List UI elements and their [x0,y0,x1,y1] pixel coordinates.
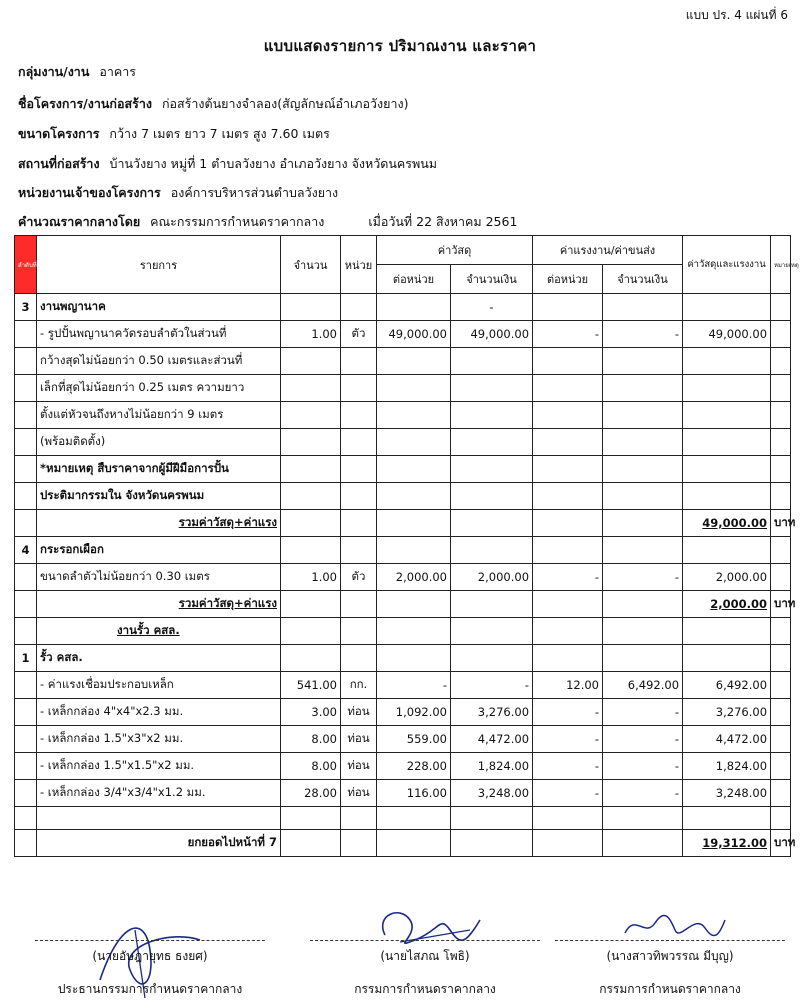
row-total [683,375,771,402]
row-total: 3,248.00 [683,780,771,807]
table-row [15,348,791,375]
row-labor-amount [603,807,683,830]
row-number [15,402,37,429]
row-material-unit-price [377,537,451,564]
row-unit [341,830,377,857]
row-material-amount [451,591,533,618]
col-item-header: รายการ [37,236,281,294]
row-remark [771,321,791,348]
boq-table [14,235,799,857]
row-total: 49,000.00 [683,321,771,348]
row-item: - เหล็กกล่อง 4"x4"x2.3 มม. [37,699,281,726]
row-unit [341,807,377,830]
row-quantity [281,402,341,429]
calc-value: คณะกรรมการกำหนดราคากลาง [150,214,325,229]
signer-2-role: กรรมการกำหนดราคากลาง [354,982,496,996]
row-number [15,699,37,726]
row-material-unit-price [377,375,451,402]
col-labor-header: ค่าแรงงาน/ค่าขนส่ง [533,236,683,265]
row-material-unit-price [377,645,451,672]
row-unit [341,645,377,672]
row-quantity [281,294,341,321]
row-quantity: 541.00 [281,672,341,699]
row-item: รวมค่าวัสดุ+ค่าแรง [37,591,281,618]
row-material-amount [451,618,533,645]
row-item: - รูปปั้นพญานาควัดรอบลำตัวในส่วนที่ [37,321,281,348]
table-row [15,726,791,753]
row-quantity [281,510,341,537]
col-no-header: ลำดับที่ [15,236,37,294]
table-row [15,537,791,564]
row-item: เล็กที่สุดไม่น้อยกว่า 0.25 เมตร ความยาว [37,375,281,402]
row-material-amount: - [451,294,533,321]
row-item: กระรอกเผือก [37,537,281,564]
table-row [15,807,791,830]
row-remark: บาท [771,591,791,618]
row-labor-amount: - [603,753,683,780]
row-number [15,672,37,699]
group-label: กลุ่มงาน/งาน [18,64,90,79]
row-number [15,618,37,645]
row-quantity: 8.00 [281,726,341,753]
row-unit: ท่อน [341,726,377,753]
signature-block-3 [545,940,795,999]
row-unit [341,348,377,375]
table-body [15,294,796,857]
row-remark [771,726,791,753]
row-total: 6,492.00 [683,672,771,699]
signer-1-role: ประธานกรรมการกำหนดราคากลาง [57,982,243,996]
row-labor-unit-price: - [533,321,603,348]
row-total: 49,000.00 [683,510,771,537]
calc-label: คำนวณราคากลางโดย [18,214,141,229]
row-remark [771,402,791,429]
row-remark [771,807,791,830]
row-total [683,456,771,483]
row-remark [771,375,791,402]
row-labor-unit-price [533,294,603,321]
row-quantity [281,429,341,456]
table-row [15,699,791,726]
row-labor-amount: - [603,780,683,807]
header-size [18,124,330,144]
row-material-amount: 3,276.00 [451,699,533,726]
row-total: 1,824.00 [683,753,771,780]
row-remark [771,699,791,726]
date-label: เมื่อวันที่ [368,214,413,229]
row-item: งานรั้ว คสล. [37,618,281,645]
row-material-unit-price: 559.00 [377,726,451,753]
row-labor-amount [603,618,683,645]
row-labor-unit-price [533,402,603,429]
material-amount-header: จำนวนเงิน [451,265,533,294]
row-total [683,807,771,830]
row-quantity: 28.00 [281,780,341,807]
row-item: - เหล็กกล่อง 3/4"x3/4"x1.2 มม. [37,780,281,807]
row-item: - เหล็กกล่อง 1.5"x1.5"x2 มม. [37,753,281,780]
header-owner [18,183,338,203]
row-material-amount: 2,000.00 [451,564,533,591]
size-label: ขนาดโครงการ [18,126,100,141]
row-material-amount [451,456,533,483]
row-material-amount [451,348,533,375]
row-total: 2,000.00 [683,564,771,591]
row-total [683,483,771,510]
row-unit: ตัว [341,321,377,348]
row-material-unit-price [377,510,451,537]
col-qty-header: จำนวน [281,236,341,294]
row-unit: ท่อน [341,780,377,807]
row-quantity: 8.00 [281,753,341,780]
row-remark: บาท [771,510,791,537]
signer-3-name: (นางสาวทิพวรรณ มีบุญ) [606,949,734,963]
header-location [18,154,437,174]
row-labor-amount [603,591,683,618]
row-material-unit-price [377,483,451,510]
row-labor-amount [603,537,683,564]
row-labor-unit-price: - [533,564,603,591]
row-number: 1 [15,645,37,672]
row-labor-unit-price [533,456,603,483]
row-labor-unit-price [533,348,603,375]
row-quantity [281,483,341,510]
row-item: ตั้งแต่หัวจนถึงหางไม่น้อยกว่า 9 เมตร [37,402,281,429]
row-labor-unit-price [533,591,603,618]
row-material-unit-price: 1,092.00 [377,699,451,726]
row-remark [771,537,791,564]
row-material-unit-price [377,402,451,429]
row-labor-unit-price [533,618,603,645]
size-value: กว้าง 7 เมตร ยาว 7 เมตร สูง 7.60 เมตร [109,126,330,141]
row-material-amount: 49,000.00 [451,321,533,348]
row-unit: ตัว [341,564,377,591]
header-project [18,94,408,114]
row-quantity [281,456,341,483]
row-material-amount [451,807,533,830]
row-number [15,510,37,537]
row-labor-amount [603,348,683,375]
row-total [683,429,771,456]
row-item: รั้ว คสล. [37,645,281,672]
row-quantity: 3.00 [281,699,341,726]
row-item: รวมค่าวัสดุ+ค่าแรง [37,510,281,537]
labor-unit-price-header: ต่อหน่วย [533,265,603,294]
row-total [683,294,771,321]
row-material-unit-price [377,429,451,456]
material-unit-price-header: ต่อหน่วย [377,265,451,294]
row-total: 2,000.00 [683,591,771,618]
row-remark [771,780,791,807]
row-number [15,780,37,807]
row-material-amount: 3,248.00 [451,780,533,807]
row-number [15,375,37,402]
table-row [15,510,791,537]
location-value: บ้านวังยาง หมู่ที่ 1 ตำบลวังยาง อำเภอวังยาง จังหวัดนครพนม [109,156,438,171]
row-material-unit-price [377,591,451,618]
table-header-row [15,236,791,265]
row-item: งานพญานาค [37,294,281,321]
row-quantity: 1.00 [281,564,341,591]
row-total: 4,472.00 [683,726,771,753]
row-remark [771,753,791,780]
row-unit [341,402,377,429]
table-row [15,402,791,429]
table-row [15,830,791,857]
group-value: อาคาร [99,64,136,79]
row-item: - ค่าแรงเชื่อมประกอบเหล็ก [37,672,281,699]
row-total: 19,312.00 [683,830,771,857]
table-row [15,483,791,510]
row-item: - เหล็กกล่อง 1.5"x3"x2 มม. [37,726,281,753]
row-number [15,321,37,348]
row-item: *หมายเหตุ สืบราคาจากผู้มีฝีมือการปั้น [37,456,281,483]
row-labor-unit-price [533,645,603,672]
row-number [15,483,37,510]
row-material-amount [451,830,533,857]
row-total [683,402,771,429]
row-remark [771,672,791,699]
row-quantity: 1.00 [281,321,341,348]
row-labor-amount: - [603,564,683,591]
table-row [15,753,791,780]
row-material-unit-price [377,456,451,483]
row-unit: กก. [341,672,377,699]
row-quantity [281,537,341,564]
row-labor-unit-price [533,510,603,537]
row-material-amount: 1,824.00 [451,753,533,780]
signer-1-name: (นายอัษฎายุทธ ธงยศ) [92,949,208,963]
row-material-unit-price [377,618,451,645]
row-material-amount: 4,472.00 [451,726,533,753]
row-quantity [281,645,341,672]
row-labor-amount [603,483,683,510]
table-row [15,321,791,348]
row-material-unit-price: 116.00 [377,780,451,807]
table-row [15,294,791,321]
row-labor-amount [603,402,683,429]
table-row [15,591,791,618]
row-number [15,807,37,830]
row-quantity [281,618,341,645]
row-remark [771,294,791,321]
row-total [683,645,771,672]
location-label: สถานที่ก่อสร้าง [18,156,100,171]
row-material-amount [451,375,533,402]
col-remark-header: หมายเหตุ [771,236,791,294]
row-item: ขนาดลำตัวไม่น้อยกว่า 0.30 เมตร [37,564,281,591]
document-title: แบบแสดงรายการ ปริมาณงาน และราคา [263,37,537,55]
row-unit: ท่อน [341,753,377,780]
form-number: แบบ ปร. 4 แผ่นที่ 6 [685,8,788,22]
row-labor-amount [603,510,683,537]
row-unit [341,294,377,321]
row-material-unit-price: 228.00 [377,753,451,780]
signature-block-2 [300,940,550,999]
row-total: 3,276.00 [683,699,771,726]
row-item: ยกยอดไปหน้าที่ 7 [37,830,281,857]
row-item: กว้างสุดไม่น้อยกว่า 0.50 เมตรและส่วนที่ [37,348,281,375]
row-remark [771,618,791,645]
row-number [15,726,37,753]
row-quantity [281,375,341,402]
row-labor-unit-price: - [533,726,603,753]
row-remark [771,456,791,483]
row-unit [341,591,377,618]
row-quantity [281,830,341,857]
row-unit: ท่อน [341,699,377,726]
row-labor-amount [603,294,683,321]
row-unit [341,483,377,510]
row-labor-amount [603,375,683,402]
row-number: 3 [15,294,37,321]
row-labor-unit-price [533,429,603,456]
row-material-unit-price: - [377,672,451,699]
row-material-unit-price [377,294,451,321]
row-remark [771,429,791,456]
row-labor-amount: 6,492.00 [603,672,683,699]
row-labor-unit-price: 12.00 [533,672,603,699]
header-calc [18,212,517,232]
row-labor-amount [603,429,683,456]
table-row [15,429,791,456]
row-remark [771,348,791,375]
row-labor-unit-price: - [533,780,603,807]
row-material-amount [451,510,533,537]
project-label: ชื่อโครงการ/งานก่อสร้าง [18,96,152,111]
row-material-unit-price: 49,000.00 [377,321,451,348]
row-total [683,537,771,564]
table-row [15,375,791,402]
row-unit [341,510,377,537]
row-remark [771,645,791,672]
row-material-amount [451,402,533,429]
owner-value: องค์การบริหารส่วนตำบลวังยาง [170,185,339,200]
row-labor-amount: - [603,726,683,753]
table-row [15,672,791,699]
table-row [15,456,791,483]
signature-block-1 [25,940,275,999]
row-number [15,429,37,456]
header-group [18,62,136,82]
row-unit [341,618,377,645]
col-material-header: ค่าวัสดุ [377,236,533,265]
row-material-amount [451,429,533,456]
row-material-unit-price [377,348,451,375]
row-remark [771,483,791,510]
row-material-amount [451,483,533,510]
row-material-amount: - [451,672,533,699]
row-number [15,348,37,375]
row-labor-amount [603,830,683,857]
row-labor-unit-price [533,375,603,402]
row-number: 4 [15,537,37,564]
row-quantity [281,807,341,830]
row-material-amount [451,645,533,672]
row-labor-unit-price [533,483,603,510]
signer-3-role: กรรมการกำหนดราคากลาง [599,982,741,996]
row-material-unit-price: 2,000.00 [377,564,451,591]
date-value: 22 สิงหาคม 2561 [416,214,518,229]
col-unit-header: หน่วย [341,236,377,294]
row-labor-amount [603,645,683,672]
owner-label: หน่วยงานเจ้าของโครงการ [18,185,161,200]
row-total [683,618,771,645]
col-total-header: ค่าวัสดุและแรงงาน [683,236,771,294]
row-total [683,348,771,375]
row-labor-unit-price [533,807,603,830]
row-quantity [281,348,341,375]
row-number [15,456,37,483]
row-labor-amount: - [603,321,683,348]
row-unit [341,375,377,402]
table-row [15,618,791,645]
row-remark [771,564,791,591]
row-material-unit-price [377,807,451,830]
row-item [37,807,281,830]
table-row [15,564,791,591]
table-row [15,645,791,672]
row-material-unit-price [377,830,451,857]
signer-2-name: (นายไสภณ โพธิ) [380,949,470,963]
row-material-amount [451,537,533,564]
row-remark: บาท [771,830,791,857]
row-labor-unit-price [533,830,603,857]
row-unit [341,456,377,483]
row-unit [341,429,377,456]
row-item: (พร้อมติดตั้ง) [37,429,281,456]
row-item: ประติมากรรมใน จังหวัดนครพนม [37,483,281,510]
row-number [15,830,37,857]
row-unit [341,537,377,564]
row-labor-amount [603,456,683,483]
row-labor-amount: - [603,699,683,726]
labor-amount-header: จำนวนเงิน [603,265,683,294]
table-row [15,780,791,807]
row-labor-unit-price [533,537,603,564]
row-number [15,753,37,780]
row-quantity [281,591,341,618]
row-labor-unit-price: - [533,753,603,780]
row-labor-unit-price: - [533,699,603,726]
project-value: ก่อสร้างต้นยางจำลอง(สัญลักษณ์อำเภอวังยาง) [161,96,409,111]
row-number [15,564,37,591]
row-number [15,591,37,618]
